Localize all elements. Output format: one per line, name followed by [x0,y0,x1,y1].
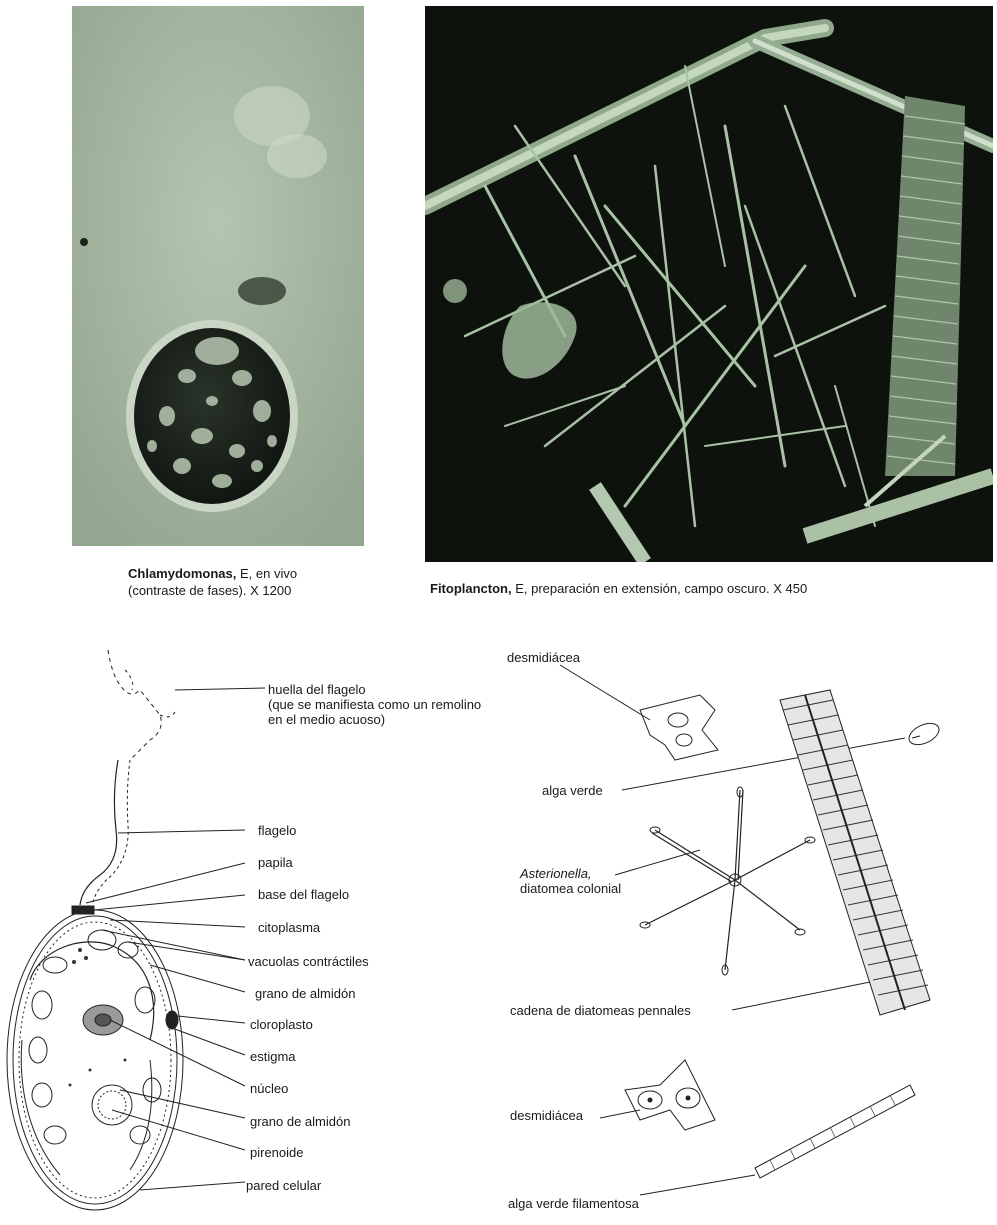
fitoplancton-caption-detail: E, preparación en extensión, campo oscuro. X 450 [511,581,808,596]
chlamydomonas-caption-title: Chlamydomonas, [128,566,237,581]
label-huella-line3: en el medio acuoso) [268,712,386,727]
fitoplancton-micrograph-art [425,6,993,562]
label-nucleo: núcleo [250,1081,289,1096]
label-huella-line2: (que se manifiesta como un remolino [268,697,482,712]
label-alga-verde: alga verde [542,783,603,798]
label-cloroplasto: cloroplasto [250,1017,313,1032]
label-desmidiacea-2: desmidiácea [510,1108,583,1123]
label-flagelo: flagelo [258,823,297,838]
label-alga-filamentosa: alga verde filamentosa [508,1196,639,1211]
label-papila: papila [258,855,293,870]
label-estigma: estigma [250,1049,296,1064]
label-asterionella-desc: diatomea colonial [520,881,622,896]
label-asterionella-genus: Asterionella, [520,866,592,881]
plankton-diagram [500,620,997,1225]
label-citoplasma: citoplasma [258,920,321,935]
chlamydomonas-micrograph [72,6,364,546]
label-grano-almidon-2: grano de almidón [250,1114,351,1129]
chlamydomonas-caption [128,565,368,599]
label-cadena-diatomeas: cadena de diatomeas pennales [510,1003,691,1018]
label-huella-line1: huella del flagelo [268,682,366,697]
label-pared-celular: pared celular [246,1178,322,1193]
label-base-flagelo: base del flagelo [258,887,350,902]
chlamydomonas-micrograph-art [72,6,364,546]
fitoplancton-micrograph [425,6,993,562]
chlamydomonas-caption-line2: (contraste de fases). X 1200 [128,583,292,598]
label-vacuolas: vacuolas contráctiles [248,954,369,969]
chlamydomonas-caption-detail: E, en vivo [236,566,298,581]
label-grano-almidon-1: grano de almidón [255,986,356,1001]
label-huella-flagelo [268,682,481,727]
fitoplancton-caption-title: Fitoplancton, [430,581,512,596]
label-asterionella [520,866,621,896]
fitoplancton-caption [430,580,990,597]
label-pirenoide: pirenoide [250,1145,304,1160]
label-desmidiacea-1: desmidiácea [507,650,580,665]
